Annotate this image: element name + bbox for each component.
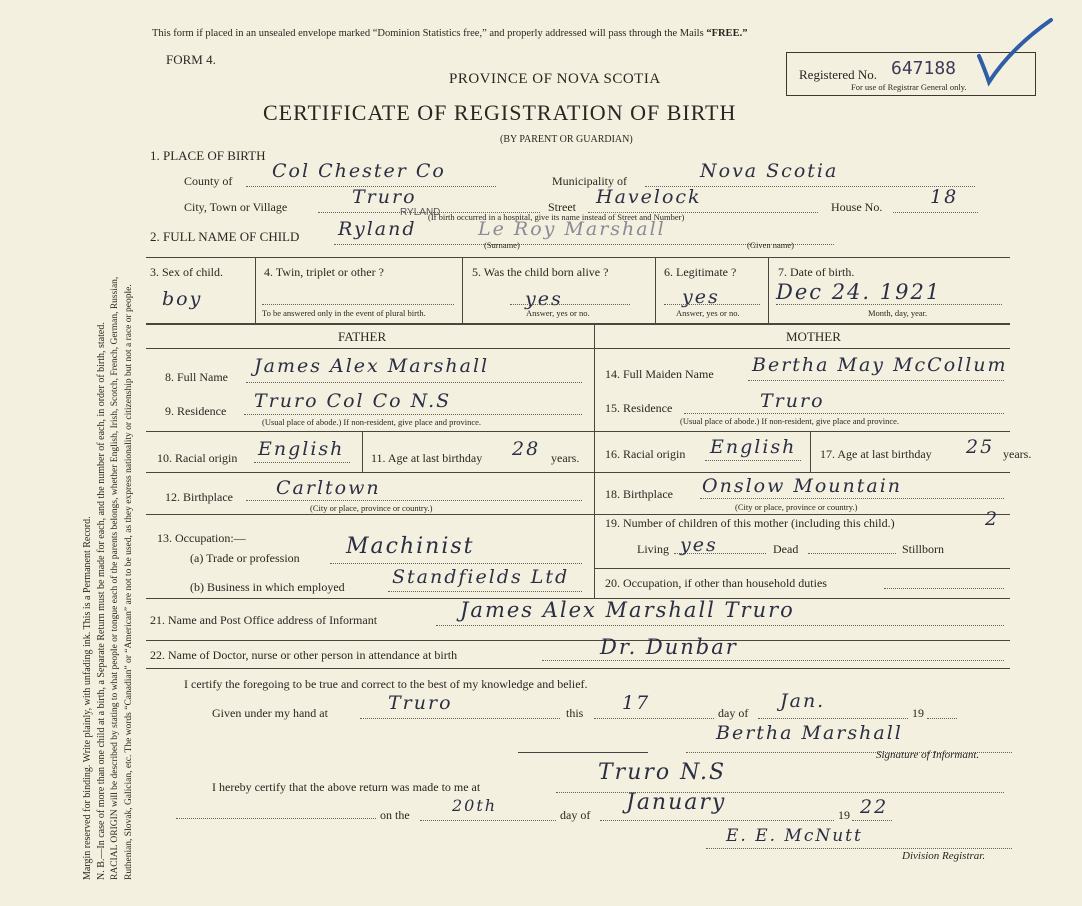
mother-birthplace-value: Onslow Mountain	[702, 475, 903, 497]
trade-label: (a) Trade or profession	[190, 551, 300, 565]
mother-years-label: years.	[1003, 447, 1032, 461]
municipality-label: Municipality of	[552, 174, 627, 188]
father-race-label: 10. Racial origin	[157, 451, 238, 465]
registrar-day-value: 20th	[452, 796, 498, 815]
day-of-label: day of	[718, 706, 749, 720]
hospital-note: (If birth occurred in a hospital, give its name instead of Street and Number)	[428, 212, 685, 222]
living-label: Living	[637, 542, 669, 556]
margin-note-4: Ruthenian, Slovak, Galician, etc. The words “Canadian” or “American” are not to be used, as they express nationality or citizenship but not a race or people.	[124, 284, 134, 880]
this-label: this	[566, 706, 584, 720]
mother-birthplace-label: 18. Birthplace	[605, 487, 673, 501]
registrar-place-value: Truro N.S	[598, 760, 727, 785]
margin-note-2: N. B.—In case of more than one child at a birth, a Separate Return must be made for each, and the number of each, in order of birth, stated.	[96, 322, 107, 880]
mother-residence-value: Truro	[760, 390, 825, 412]
margin-note-3: RACIAL ORIGIN will be described by stating to what people or tongue each of the parents belongs, whether English, Irish, Scotch, French, German, Russian,	[110, 276, 120, 880]
birth-date-label: 7. Date of birth.	[778, 265, 855, 279]
living-value: yes	[680, 534, 718, 556]
mother-name-value: Bertha May McCollum	[752, 354, 1008, 376]
given-caption: (Given name)	[747, 240, 794, 250]
child-given-name: Ryland	[338, 218, 417, 240]
street-label: Street	[548, 200, 576, 214]
county-label: County of	[184, 174, 233, 188]
registered-number: 647188	[891, 58, 957, 79]
given-month-value: Jan.	[780, 690, 826, 712]
mother-race-value: English	[710, 436, 797, 458]
mother-occupation-label: 20. Occupation, if other than household duties	[605, 576, 827, 590]
municipality-value: Nova Scotia	[700, 160, 839, 182]
child-name-label: 2. FULL NAME OF CHILD	[150, 229, 300, 244]
registrar-caption: Division Registrar.	[902, 850, 986, 862]
stillborn-label: Stillborn	[902, 542, 945, 556]
father-birthplace-value: Carltown	[276, 477, 381, 499]
father-name-label: 8. Full Name	[165, 370, 228, 384]
sex-value: boy	[162, 288, 203, 310]
birth-date-note: Month, day, year.	[868, 308, 928, 318]
dead-label: Dead	[773, 542, 799, 556]
checkmark-icon	[975, 18, 1055, 88]
given-under-label: Given under my hand at	[212, 706, 328, 720]
given-place-value: Truro	[388, 692, 453, 714]
mother-age-label: 17. Age at last birthday	[820, 447, 932, 461]
sex-label: 3. Sex of child.	[150, 265, 223, 279]
province-heading: PROVINCE OF NOVA SCOTIA	[449, 71, 661, 87]
on-the-label: on the	[380, 808, 410, 822]
father-name-value: James Alex Marshall	[254, 355, 490, 377]
page-title: CERTIFICATE OF REGISTRATION OF BIRTH	[263, 100, 737, 125]
business-label: (b) Business in which employed	[190, 580, 345, 594]
trade-value: Machinist	[346, 534, 475, 559]
informant-value: James Alex Marshall Truro	[460, 598, 795, 622]
page-subtitle: (BY PARENT OR GUARDIAN)	[500, 134, 633, 145]
twin-label: 4. Twin, triplet or other ?	[264, 265, 384, 279]
birth-date-value: Dec 24. 1921	[776, 280, 942, 304]
margin-note-1: Margin reserved for binding. Write plainly, with unfading ink. This is a Permanent Record.	[82, 516, 93, 880]
father-age-value: 28	[512, 438, 541, 460]
registered-label: Registered No.	[799, 67, 877, 82]
given-year-prefix: 19	[912, 706, 924, 720]
registrar-signature: E. E. McNutt	[726, 826, 863, 846]
form-number: FORM 4.	[166, 52, 216, 67]
city-label: City, Town or Village	[184, 200, 288, 214]
father-age-label: 11. Age at last birthday	[371, 451, 483, 465]
informant-signature-caption: Signature of Informant.	[876, 749, 980, 761]
mother-name-label: 14. Full Maiden Name	[605, 367, 714, 381]
registrar-year-prefix: 19	[838, 808, 850, 822]
father-heading: FATHER	[338, 329, 387, 344]
city-value: Truro	[352, 186, 417, 208]
registrar-year-suffix: 22	[860, 796, 889, 818]
legitimate-value: yes	[682, 286, 720, 308]
mother-residence-label: 15. Residence	[605, 401, 673, 415]
father-race-value: English	[258, 438, 345, 460]
father-residence-label: 9. Residence	[165, 404, 227, 418]
father-residence-note: (Usual place of abode.) If non-resident, give place and province.	[262, 417, 482, 427]
child-surname: Le Roy Marshall	[478, 218, 666, 240]
father-residence-value: Truro Col Co N.S	[254, 390, 452, 412]
informant-signature: Bertha Marshall	[716, 722, 903, 744]
certify-statement: I certify the foregoing to be true and correct to the best of my knowledge and belief.	[184, 677, 588, 691]
surname-caption: (Surname)	[484, 240, 520, 250]
twin-note: To be answered only in the event of plural birth.	[262, 308, 426, 318]
registrar-day-of-label: day of	[560, 808, 591, 822]
county-value: Col Chester Co	[272, 160, 446, 182]
name-stamp: RYLAND	[400, 207, 441, 218]
legitimate-label: 6. Legitimate ?	[664, 265, 737, 279]
postal-note: This form if placed in an unsealed envelope marked “Dominion Statistics free,” and properly addressed will pass through the Mails “FREE.”	[152, 28, 748, 39]
mother-birthplace-note: (City or place, province or country.)	[735, 502, 858, 512]
mother-children-value: 2	[985, 508, 1000, 530]
registrar-month-value: January	[626, 790, 727, 815]
mother-heading: MOTHER	[786, 329, 841, 344]
father-occupation-label: 13. Occupation:—	[157, 531, 246, 545]
alive-label: 5. Was the child born alive ?	[472, 265, 609, 279]
father-birthplace-label: 12. Birthplace	[165, 490, 233, 504]
father-birthplace-note: (City or place, province or country.)	[310, 503, 433, 513]
informant-label: 21. Name and Post Office address of Informant	[150, 613, 378, 627]
doctor-value: Dr. Dunbar	[600, 635, 738, 659]
legitimate-note: Answer, yes or no.	[676, 308, 740, 318]
house-label: House No.	[831, 200, 883, 214]
street-value: Havelock	[596, 186, 702, 208]
given-day-value: 17	[622, 692, 651, 714]
mother-residence-note: (Usual place of abode.) If non-resident, give place and province.	[680, 416, 900, 426]
registrar-use-note: For use of Registrar General only.	[851, 82, 967, 92]
doctor-label: 22. Name of Doctor, nurse or other person in attendance at birth	[150, 648, 458, 662]
alive-note: Answer, yes or no.	[526, 308, 590, 318]
alive-value: yes	[525, 288, 563, 310]
mother-age-value: 25	[966, 436, 995, 458]
place-of-birth-heading: 1. PLACE OF BIRTH	[150, 148, 266, 163]
house-value: 18	[930, 186, 959, 208]
business-value: Standfields Ltd	[392, 566, 570, 588]
registrar-statement: I hereby certify that the above return was made to me at	[212, 780, 481, 794]
father-years-label: years.	[551, 451, 580, 465]
mother-race-label: 16. Racial origin	[605, 447, 686, 461]
mother-children-label: 19. Number of children of this mother (including this child.)	[605, 516, 895, 530]
